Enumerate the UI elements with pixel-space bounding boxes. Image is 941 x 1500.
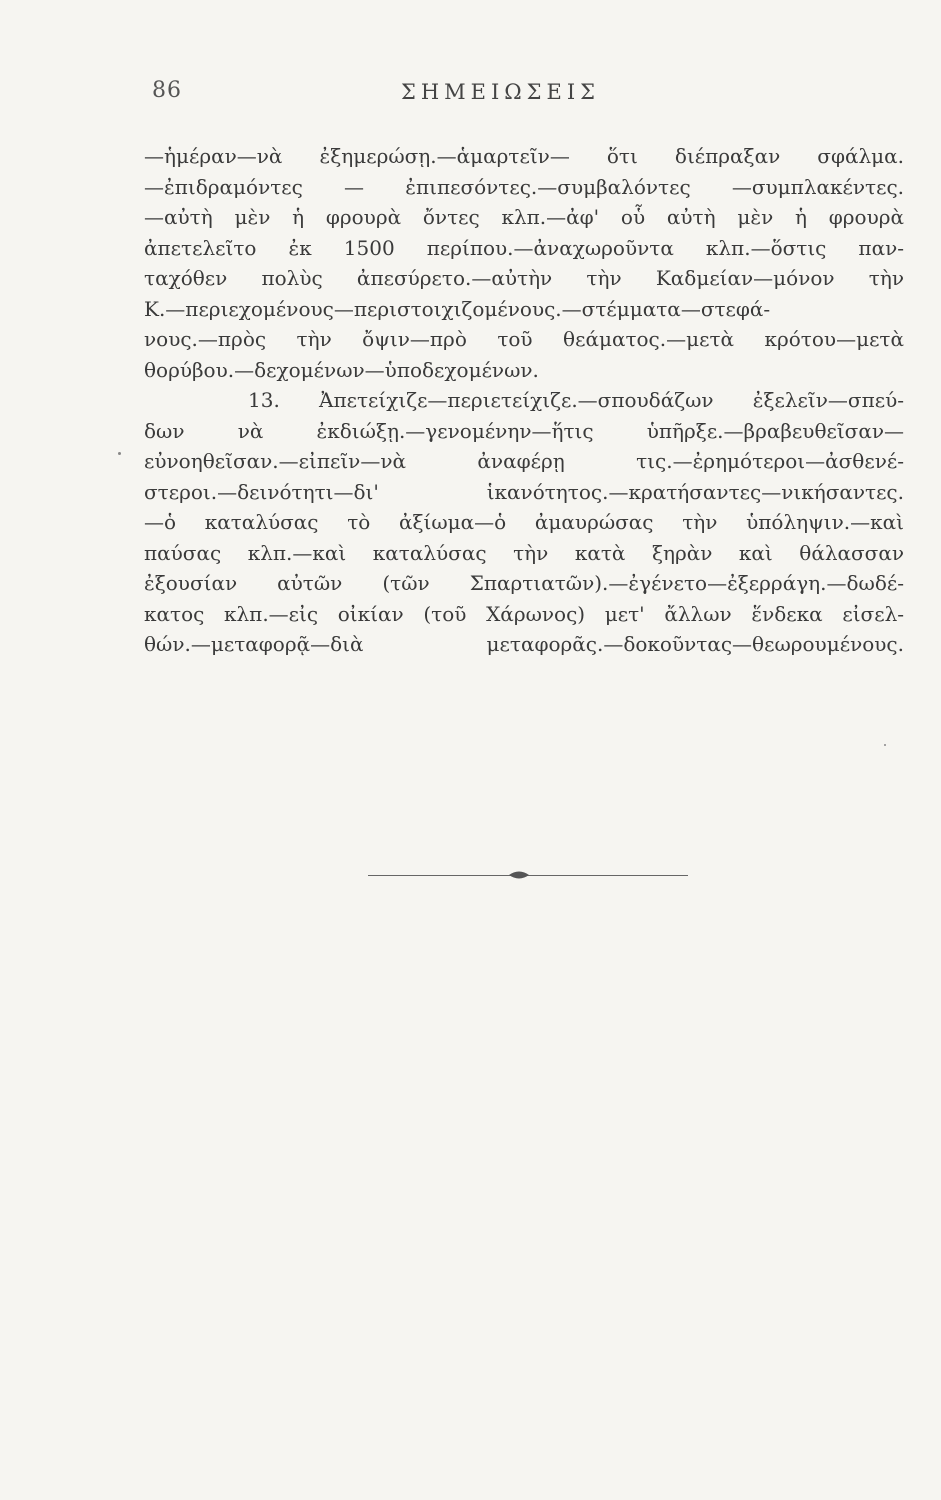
text-line: —ἡμέραν—νὰ ἐξημερώσῃ.—ἁμαρτεῖν— ὅτι διέπραξαν σφάλμα.: [144, 144, 904, 168]
text-line: θορύβου.—δεχομένων—ὑποδεχομένων.: [144, 357, 539, 382]
speck: [118, 452, 121, 455]
speck: [884, 744, 886, 746]
rule-ornament-icon: [508, 868, 530, 882]
text-line: ταχόθεν πολὺς ἀπεσύρετο.—αὐτὴν τὴν Καδμείαν—μόνον τὴν: [144, 266, 904, 290]
text-line: ἐξουσίαν αὐτῶν (τῶν Σπαρτιατῶν).—ἐγένετο—ἐξερράγη.—δωδέ-: [144, 571, 904, 595]
text-line: εὐνοηθεῖσαν.—εἰπεῖν—νὰ ἀναφέρῃ τις.—ἐρημότεροι—ἀσθενέ-: [144, 449, 904, 473]
text-line: στεροι.—δεινότητι—δι' ἱκανότητος.—κρατήσαντες—νικήσαντες.: [144, 479, 904, 504]
text-line: παύσας κλπ.—καὶ καταλύσας τὴν κατὰ ξηρὰν καὶ θάλασσαν: [144, 540, 904, 565]
text-line: νους.—πρὸς τὴν ὄψιν—πρὸ τοῦ θεάματος.—μετὰ κρότου—μετὰ: [144, 327, 904, 351]
text-line: 13. Ἀπετείχιζε—περιετείχιζε.—σπουδάζων ἐξελεῖν—σπεύ-: [248, 388, 904, 412]
text-line: Κ.—περιεχομένους—περιστοιχιζομένους.—στέμματα—στεφά-: [144, 296, 771, 321]
running-head: ΣΗΜΕΙΩΣΕΙΣ: [400, 80, 601, 104]
text-line: ἀπετελεῖτο ἐκ 1500 περίπου.—ἀναχωροῦντα κλπ.—ὅστις παν-: [144, 235, 904, 260]
text-line: κατος κλπ.—εἰς οἰκίαν (τοῦ Χάρωνος) μετ' ἄλλων ἕνδεκα εἰσελ-: [144, 601, 904, 626]
notes-body: [144, 141, 904, 660]
text-line: —αὐτὴ μὲν ἡ φρουρὰ ὄντες κλπ.—ἀφ' οὗ αὐτὴ μὲν ἡ φρουρὰ: [144, 205, 904, 229]
page-number: 86: [152, 78, 182, 103]
text-line: δων νὰ ἐκδιώξῃ.—γενομένην—ἥτις ὑπῆρξε.—βραβευθεῖσαν—: [144, 418, 904, 443]
text-line: —ἐπιδραμόντες — ἐπιπεσόντες.—συμβαλόντες —συμπλακέντες.: [144, 174, 904, 199]
text-line: —ὁ καταλύσας τὸ ἀξίωμα—ὁ ἀμαυρώσας τὴν ὑπόληψιν.—καὶ: [144, 510, 904, 534]
text-line: θών.—μεταφορᾷ—διὰ μεταφορᾶς.—δοκοῦντας—θεωρουμένους.: [144, 632, 904, 656]
